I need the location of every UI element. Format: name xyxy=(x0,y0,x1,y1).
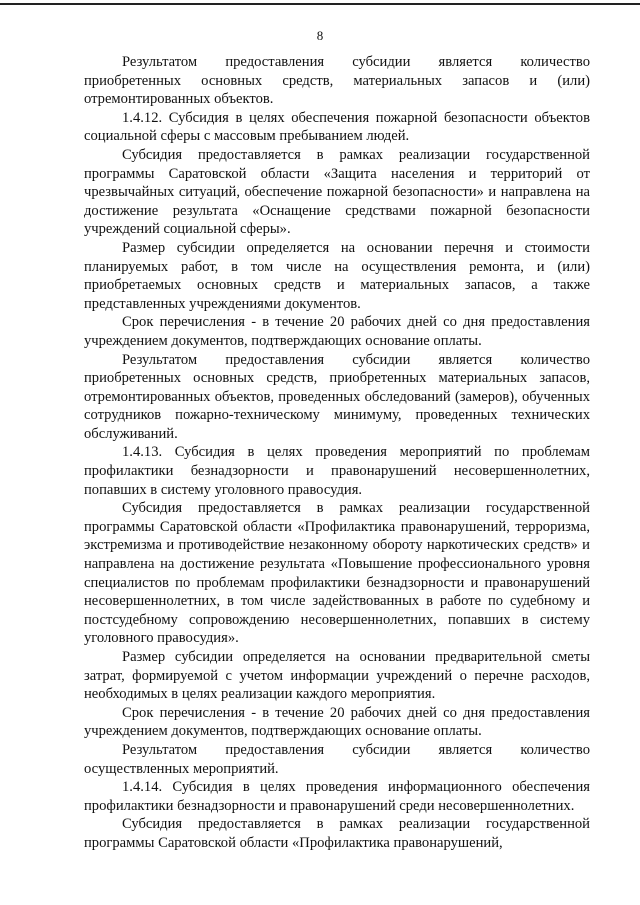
paragraph-1-4-13-heading: 1.4.13. Субсидия в целях проведения мероприятий по проблемам профилактики безнадзорности и правонарушений несовершеннолетних, попавших в систему уголовного правосудия. xyxy=(84,444,590,498)
paragraph-1-4-12-program: Субсидия предоставляется в рамках реализации государственной программы Саратовской области «Защита населения и территорий от чрезвычайных ситуаций, обеспечение пожарной безопасности» и направлена на достижение результата «Оснащение средствами пожарной безопасности учреждений социальной сферы». xyxy=(84,146,590,238)
paragraph-1-4-13-program: Субсидия предоставляется в рамках реализации государственной программы Саратовской области «Профилактика правонарушений, терроризма, экстремизма и противодействие незаконному обороту наркотических средств» и направлена на достижение результата «Повышение профессионального уровня специалистов по проблемам профилактики безнадзорности и правонарушений несовершеннолетних, в том числе задействованных в работе по судебному и постсудебному сопровождению несовершеннолетних, попавших в систему уголовного правосудия». xyxy=(84,500,590,647)
top-border-line xyxy=(0,3,640,5)
paragraph-1-4-12-heading: 1.4.12. Субсидия в целях обеспечения пожарной безопасности объектов социальной сферы с массовым пребыванием людей. xyxy=(84,109,590,145)
paragraph-1-4-12-result: Результатом предоставления субсидии является количество приобретенных основных средств, приобретенных материальных запасов, отремонтированных объектов, проведенных обследований (замеров), обученных сотрудников пожарно-техническому минимуму, проведенных технических обслуживаний. xyxy=(84,351,590,442)
paragraph-1-4-13-result: Результатом предоставления субсидии является количество осуществленных мероприятий. xyxy=(84,741,590,777)
paragraph-1-4-13-term: Срок перечисления - в течение 20 рабочих дней со дня предоставления учреждением документов, подтверждающих основание оплаты. xyxy=(84,704,590,740)
page-number: 8 xyxy=(316,28,324,43)
document-body xyxy=(84,53,590,853)
paragraph-result-1: Результатом предоставления субсидии является количество приобретенных основных средств, материальных запасов и (или) отремонтированных объектов. xyxy=(84,54,590,108)
paragraph-1-4-12-amount: Размер субсидии определяется на основании перечня и стоимости планируемых работ, в том числе на осуществления ремонта, и (или) приобретаемых основных средств и материальных запасов, а также представленных учреждениями документов. xyxy=(84,239,590,312)
paragraph-1-4-14-heading: 1.4.14. Субсидия в целях проведения информационного обеспечения профилактики безнадзорности и правонарушений среди несовершеннолетних. xyxy=(84,779,590,814)
paragraph-1-4-14-program: Субсидия предоставляется в рамках реализации государственной программы Саратовской области «Профилактика правонарушений, xyxy=(84,816,590,851)
paragraph-1-4-13-amount: Размер субсидии определяется на основании предварительной сметы затрат, формируемой с учетом информации учреждений о перечне расходов, необходимых в целях реализации каждого мероприятия. xyxy=(84,649,590,703)
paragraph-1-4-12-term: Срок перечисления - в течение 20 рабочих дней со дня предоставления учреждением документов, подтверждающих основание оплаты. xyxy=(84,314,590,349)
